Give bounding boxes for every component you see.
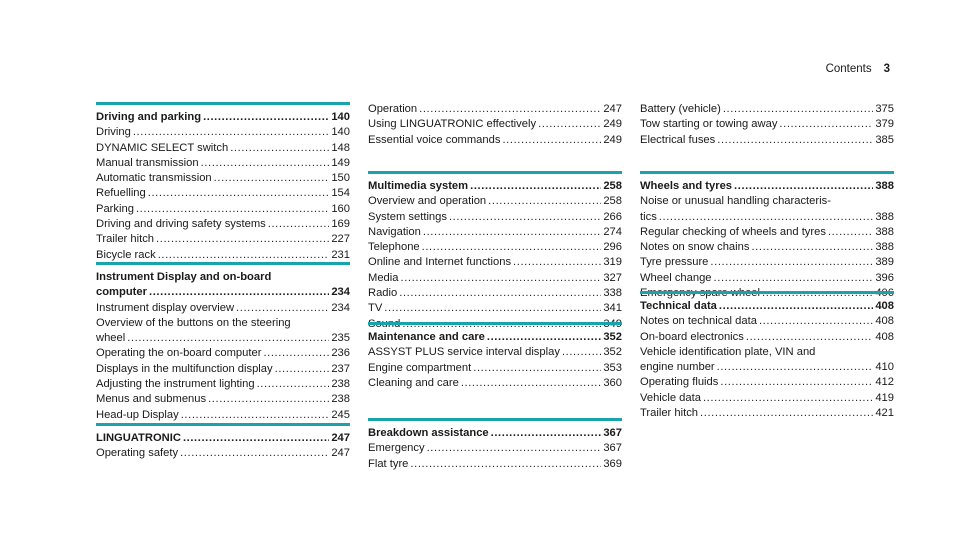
dot-leader <box>133 125 330 140</box>
entry-page-number: 396 <box>875 271 894 284</box>
entry-page-number: 235 <box>331 332 350 345</box>
toc-entry[interactable] <box>640 133 894 148</box>
toc-entry[interactable] <box>368 225 622 240</box>
entry-label: Bicycle rack <box>96 248 156 261</box>
entry-page-number: 319 <box>603 256 622 269</box>
toc-entry[interactable] <box>640 117 894 132</box>
section-title[interactable] <box>640 299 894 314</box>
dot-leader <box>719 299 873 314</box>
section-page-number: 258 <box>603 180 622 192</box>
dot-leader <box>180 446 329 461</box>
entry-page-number: 227 <box>331 233 350 246</box>
dot-leader <box>230 141 329 156</box>
entry-page-number: 238 <box>331 378 350 391</box>
toc-section-multimedia <box>368 171 622 332</box>
dot-leader <box>700 406 873 421</box>
section-page-number: 352 <box>603 331 622 343</box>
toc-entry[interactable] <box>96 301 350 316</box>
entry-page-number: 353 <box>603 361 622 374</box>
section-title-label: LINGUATRONIC <box>96 432 181 444</box>
dot-leader <box>513 255 601 270</box>
entry-label: Refuelling <box>96 187 146 200</box>
toc-section-maintenance <box>368 322 622 391</box>
entry-page-number: 385 <box>875 133 894 146</box>
dot-leader <box>236 301 329 316</box>
dot-leader <box>717 133 873 148</box>
toc-entry[interactable] <box>368 240 622 255</box>
entry-page-number: 154 <box>331 187 350 200</box>
entry-page-number: 249 <box>603 133 622 146</box>
entry-page-number: 412 <box>875 376 894 389</box>
dot-leader <box>759 314 873 329</box>
entry-page-number: 327 <box>603 271 622 284</box>
toc-entry[interactable] <box>96 346 350 361</box>
toc-entry[interactable] <box>96 141 350 156</box>
toc-entry[interactable] <box>96 217 350 232</box>
toc-entry[interactable] <box>368 345 622 360</box>
toc-entry[interactable] <box>640 314 894 329</box>
entry-page-number: 388 <box>875 210 894 223</box>
entry-label: Essential voice commands <box>368 133 501 146</box>
dot-leader <box>208 392 329 407</box>
entry-label: Head-up Display <box>96 408 179 421</box>
entry-label: Battery (vehicle) <box>640 103 721 115</box>
entry-page-number: 352 <box>603 346 622 359</box>
toc-section-driving <box>96 102 350 263</box>
entry-label: Displays in the multifunction display <box>96 362 273 375</box>
entry-label: TV <box>368 302 383 315</box>
toc-entry[interactable] <box>96 202 350 217</box>
section-rule <box>96 262 350 265</box>
entry-page-number: 379 <box>875 118 894 131</box>
entry-label: Tyre pressure <box>640 256 709 269</box>
section-rule <box>96 423 350 426</box>
entry-page-number: 408 <box>875 330 894 343</box>
toc-entry[interactable] <box>368 286 622 301</box>
entry-label: Parking <box>96 202 134 215</box>
entry-label: Notes on snow chains <box>640 241 750 254</box>
dot-leader <box>828 225 873 240</box>
section-rule <box>640 291 894 294</box>
dot-leader <box>734 179 873 194</box>
entry-label: Media <box>368 271 399 284</box>
entry-page-number: 388 <box>875 225 894 238</box>
entry-page-number: 160 <box>331 202 350 215</box>
dot-leader <box>717 360 874 375</box>
dot-leader <box>136 202 329 217</box>
entry-label: Navigation <box>368 225 421 238</box>
section-title[interactable] <box>96 285 350 300</box>
toc-entry[interactable] <box>96 248 350 263</box>
section-page-number: 388 <box>875 180 894 192</box>
entry-label: Manual transmission <box>96 156 199 169</box>
toc-section-breakdown <box>368 418 622 472</box>
section-rule <box>368 418 622 421</box>
dot-leader <box>263 346 329 361</box>
entry-page-number: 169 <box>331 218 350 231</box>
dot-leader <box>399 286 601 301</box>
entry-label: Online and Internet functions <box>368 256 512 269</box>
dot-leader <box>203 110 329 125</box>
dot-leader <box>201 156 330 171</box>
dot-leader <box>156 232 329 247</box>
toc-section-technical <box>640 291 894 421</box>
dot-leader <box>148 186 330 201</box>
entry-page-number: 375 <box>875 103 894 115</box>
entry-label: Notes on technical data <box>640 315 757 328</box>
entry-label: Operation <box>368 103 418 115</box>
entry-label: Wheel change <box>640 271 712 284</box>
entry-label: Driving and driving safety systems <box>96 218 266 231</box>
entry-page-number: 341 <box>603 302 622 315</box>
toc-entry[interactable] <box>640 345 894 376</box>
dot-leader <box>268 217 330 232</box>
dot-leader <box>422 240 602 255</box>
dot-leader <box>746 330 873 345</box>
entry-page-number: 247 <box>331 447 350 460</box>
section-title-label: Technical data <box>640 300 717 312</box>
toc-entry[interactable] <box>368 376 622 391</box>
entry-label: Instrument display overview <box>96 301 235 314</box>
section-page-number: 408 <box>875 300 894 312</box>
entry-page-number: 266 <box>603 210 622 223</box>
entry-page-number: 149 <box>331 156 350 169</box>
dot-leader <box>703 391 873 406</box>
entry-page-number: 249 <box>603 118 622 131</box>
section-page-number: 247 <box>331 432 350 444</box>
entry-page-number: 360 <box>603 376 622 389</box>
entry-page-number: 367 <box>603 442 622 455</box>
toc-entry[interactable] <box>640 255 894 270</box>
toc-entry[interactable] <box>640 240 894 255</box>
dot-leader <box>410 457 601 472</box>
page-header-title: Contents <box>825 63 872 75</box>
entry-page-number: 238 <box>331 393 350 406</box>
dot-leader <box>183 431 329 446</box>
dot-leader <box>659 210 874 225</box>
section-title[interactable] <box>640 179 894 194</box>
entry-label-line: Noise or unusual handling characteris- <box>640 195 831 208</box>
section-title-label: Maintenance and care <box>368 331 485 343</box>
entry-label: Flat tyre <box>368 457 409 470</box>
entry-label: Using LINGUATRONIC effectively <box>368 118 537 131</box>
entry-label: Trailer hitch <box>96 233 155 246</box>
toc-entry[interactable] <box>368 117 622 132</box>
section-title-label: Multimedia system <box>368 180 469 192</box>
toc-entry[interactable] <box>640 102 894 117</box>
toc-entry[interactable] <box>96 186 350 201</box>
section-title[interactable] <box>368 330 622 345</box>
section-page-number: 367 <box>603 427 622 439</box>
entry-label: ASSYST PLUS service interval display <box>368 346 560 359</box>
toc-entry[interactable] <box>640 194 894 225</box>
entry-page-number: 234 <box>331 301 350 314</box>
entry-page-number: 245 <box>331 408 350 421</box>
toc-entry[interactable] <box>96 392 350 407</box>
dot-leader <box>491 426 602 441</box>
entry-page-number: 296 <box>603 241 622 254</box>
entry-page-number: 236 <box>331 347 350 360</box>
entry-page-number: 150 <box>331 172 350 185</box>
entry-page-number: 389 <box>875 256 894 269</box>
toc-section-breakdown-cont <box>640 102 894 148</box>
entry-label: Engine compartment <box>368 361 472 374</box>
dot-leader <box>423 225 601 240</box>
entry-page-number: 237 <box>331 362 350 375</box>
section-rule <box>640 171 894 174</box>
entry-page-number: 148 <box>331 141 350 154</box>
dot-leader <box>158 248 330 263</box>
entry-label: Emergency <box>368 442 425 455</box>
section-page-number: 140 <box>331 111 350 123</box>
toc-entry[interactable] <box>640 271 894 286</box>
page-header <box>826 63 890 75</box>
toc-entry[interactable] <box>96 156 350 171</box>
entry-page-number: 274 <box>603 225 622 238</box>
entry-label: Driving <box>96 126 131 139</box>
entry-label: Trailer hitch <box>640 407 699 420</box>
dot-leader <box>779 117 873 132</box>
entry-page-number: 388 <box>875 241 894 254</box>
toc-entry[interactable] <box>640 225 894 240</box>
entry-label: Operating the on-board computer <box>96 347 262 360</box>
dot-leader <box>710 255 873 270</box>
page-number: 3 <box>883 63 890 75</box>
entry-label: Vehicle data <box>640 391 701 404</box>
section-title-line: Instrument Display and on-board <box>96 271 272 283</box>
dot-leader <box>149 285 329 300</box>
toc-entry[interactable] <box>368 194 622 209</box>
dot-leader <box>751 240 873 255</box>
toc-section-wheels <box>640 171 894 301</box>
toc-entry[interactable] <box>368 271 622 286</box>
section-title[interactable] <box>96 110 350 125</box>
dot-leader <box>257 377 330 392</box>
section-title[interactable] <box>368 179 622 194</box>
entry-label: tics <box>640 210 657 223</box>
entry-page-number: 338 <box>603 287 622 300</box>
entry-page-number: 369 <box>603 457 622 470</box>
dot-leader <box>427 441 602 456</box>
dot-leader <box>181 408 330 423</box>
entry-page-number: 258 <box>603 195 622 208</box>
dot-leader <box>720 375 873 390</box>
toc-entry[interactable] <box>368 210 622 225</box>
toc-entry[interactable] <box>368 255 622 270</box>
dot-leader <box>538 117 601 132</box>
section-page-number: 234 <box>331 286 350 299</box>
toc-entry[interactable] <box>640 406 894 421</box>
entry-label: Operating safety <box>96 447 179 460</box>
entry-label: Tow starting or towing away <box>640 118 778 131</box>
toc-entry[interactable] <box>640 391 894 406</box>
dot-leader <box>419 102 601 117</box>
entry-label: Electrical fuses <box>640 133 716 146</box>
section-rule <box>368 322 622 325</box>
toc-entry[interactable] <box>96 171 350 186</box>
toc-section-instrument <box>96 262 350 423</box>
entry-label: Regular checking of wheels and tyres <box>640 225 826 238</box>
section-rule <box>96 102 350 105</box>
toc-entry <box>96 331 350 346</box>
section-title-label: Driving and parking <box>96 111 202 123</box>
entry-label: DYNAMIC SELECT switch <box>96 141 229 154</box>
entry-page-number: 421 <box>875 407 894 420</box>
entry-label: Telephone <box>368 241 420 254</box>
toc-entry[interactable] <box>96 316 350 347</box>
dot-leader <box>461 376 602 391</box>
toc-entry[interactable] <box>96 232 350 247</box>
entry-label: engine number <box>640 361 715 374</box>
dot-leader <box>275 362 330 377</box>
entry-label: Overview and operation <box>368 195 487 208</box>
toc-entry[interactable] <box>96 377 350 392</box>
entry-page-number: 247 <box>603 103 622 115</box>
dot-leader <box>487 330 601 345</box>
toc-entry[interactable] <box>96 408 350 423</box>
toc-entry <box>640 210 894 225</box>
section-title-label: Wheels and tyres <box>640 180 733 192</box>
dot-leader <box>449 210 601 225</box>
dot-leader <box>562 345 601 360</box>
toc-section-linguatronic <box>96 423 350 462</box>
toc-entry[interactable] <box>640 375 894 390</box>
section-rule <box>368 171 622 174</box>
entry-label-line: Overview of the buttons on the steering <box>96 316 291 329</box>
toc-entry[interactable] <box>368 441 622 456</box>
dot-leader <box>473 361 601 376</box>
entry-label: Adjusting the instrument lighting <box>96 378 255 391</box>
dot-leader <box>400 271 601 286</box>
entry-label: On-board electronics <box>640 330 744 343</box>
entry-label: Operating fluids <box>640 376 719 389</box>
toc-entry[interactable] <box>368 457 622 472</box>
toc-entry[interactable] <box>368 301 622 316</box>
toc-section-linguatronic-cont <box>368 102 622 148</box>
dot-leader <box>723 102 874 117</box>
entry-page-number: 231 <box>331 248 350 261</box>
entry-page-number: 408 <box>875 315 894 328</box>
toc-entry[interactable] <box>96 446 350 461</box>
entry-label: Automatic transmission <box>96 172 212 185</box>
section-title[interactable] <box>368 426 622 441</box>
entry-label-line: Vehicle identification plate, VIN and <box>640 345 816 358</box>
toc-entry[interactable] <box>96 362 350 377</box>
section-title-label: Breakdown assistance <box>368 427 489 439</box>
dot-leader <box>127 331 329 346</box>
toc-entry[interactable] <box>640 330 894 345</box>
dot-leader <box>384 301 601 316</box>
dot-leader <box>214 171 330 186</box>
dot-leader <box>714 271 874 286</box>
entry-label: wheel <box>96 332 126 345</box>
entry-label: System settings <box>368 210 447 223</box>
entry-page-number: 140 <box>331 126 350 139</box>
entry-label: Cleaning and care <box>368 376 459 389</box>
entry-page-number: 419 <box>875 391 894 404</box>
entry-label: Radio <box>368 287 398 300</box>
entry-page-number: 410 <box>875 361 894 374</box>
section-title[interactable] <box>96 431 350 446</box>
section-title-label: computer <box>96 286 147 299</box>
toc-entry[interactable] <box>368 133 622 148</box>
dot-leader <box>470 179 601 194</box>
dot-leader <box>488 194 601 209</box>
toc-entry[interactable] <box>368 361 622 376</box>
dot-leader <box>502 133 601 148</box>
toc-entry[interactable] <box>368 102 622 117</box>
toc-entry <box>640 360 894 375</box>
toc-entry[interactable] <box>96 125 350 140</box>
entry-label: Menus and submenus <box>96 393 207 406</box>
